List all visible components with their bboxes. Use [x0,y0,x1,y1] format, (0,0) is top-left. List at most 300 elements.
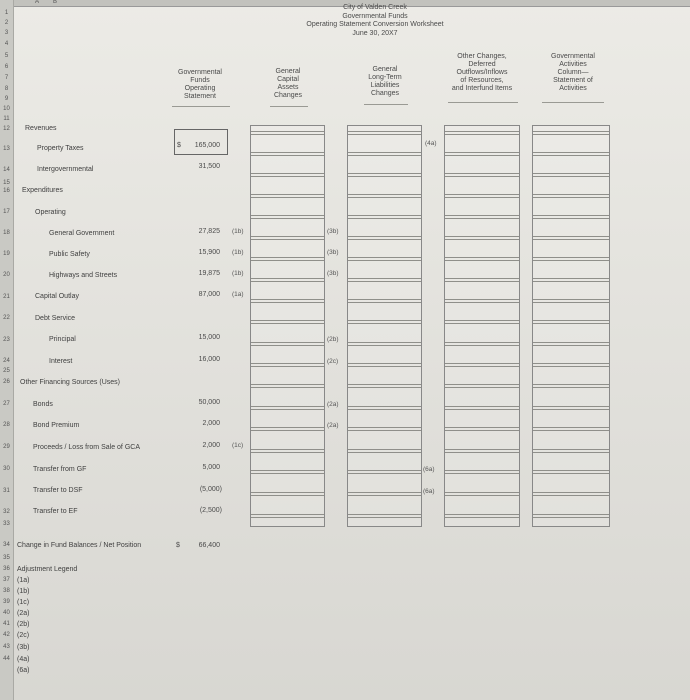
amount-proceeds[interactable]: 2,000 [202,442,220,449]
ruled-line [445,194,519,195]
ruled-line [533,430,609,431]
ruled-line [348,215,421,216]
ref-highways: (1b) [232,270,244,277]
ref-transfer-gf-other: (6a) [423,466,435,473]
ref-public-safety-cap: (3b) [327,249,339,256]
ruled-line [348,517,421,518]
amount-bond-premium[interactable]: 2,000 [202,420,220,427]
ruled-line [251,173,324,174]
legend-item: (1a) [17,577,30,584]
header-line: Governmental [178,69,222,76]
ruled-line [445,495,519,496]
ruled-line [533,406,609,407]
row-number[interactable]: 31 [3,488,10,494]
ruled-line [445,155,519,156]
row-number[interactable]: 23 [3,337,10,343]
ruled-line [445,236,519,237]
ruled-line [445,473,519,474]
amount-property-taxes[interactable]: 165,000 [194,142,220,149]
row-number[interactable]: 37 [3,577,10,583]
ruled-line [533,197,609,198]
header-line: Column— [557,69,589,76]
ref-bond-premium-cap: (2a) [327,422,339,429]
ruled-line [533,473,609,474]
ruled-line [445,430,519,431]
ruled-line [348,299,421,300]
ruled-line [533,427,609,428]
ruled-line [533,131,609,132]
amount-public-safety[interactable]: 15,900 [198,249,220,256]
row-number[interactable]: 18 [3,230,10,236]
ruled-line [251,452,324,453]
ruled-line [533,152,609,153]
ruled-line [533,452,609,453]
ruled-line [348,260,421,261]
ref-proceeds: (1c) [232,442,244,449]
ref-general-government-cap: (3b) [327,228,339,235]
ruled-line [348,134,421,135]
ruled-line [533,495,609,496]
header-gov-activities [538,53,608,93]
header-line: General [372,66,398,73]
ruled-line [348,342,421,343]
header-line: Deferred [468,61,496,68]
ruled-line [251,514,324,515]
ruled-line [445,342,519,343]
legend-item: (2b) [17,621,30,628]
ruled-line [348,495,421,496]
ruled-line [533,155,609,156]
amount-capital-outlay[interactable]: 87,000 [198,291,220,298]
ruled-line [251,155,324,156]
section-expenditures: Expenditures [22,187,63,194]
row-number[interactable]: 1 [4,10,9,16]
ruled-line [533,257,609,258]
ruled-line [348,514,421,515]
row-number[interactable]: 39 [3,599,10,605]
other-changes-column[interactable] [444,125,520,527]
ruled-line [251,387,324,388]
ruled-line [445,427,519,428]
header-underline [172,106,230,107]
header-line: of Resources, [460,77,504,84]
header-line: Activities [559,61,587,68]
ruled-line [533,278,609,279]
ref-capital-outlay: (1a) [232,291,244,298]
row-number[interactable]: 38 [3,588,10,594]
title-line-funds: Governmental Funds [342,12,408,20]
ruled-line [348,152,421,153]
amount-intergovernmental[interactable]: 31,500 [198,163,220,170]
header-line: Operating [184,85,216,92]
legend-item: (1b) [17,588,30,595]
section-other-financing: Other Financing Sources (Uses) [20,379,120,386]
ruled-line [348,155,421,156]
header-line: Activities [559,85,587,92]
ruled-line [533,260,609,261]
title-line-city: City of Valden Creek [343,4,407,11]
ruled-line [445,257,519,258]
ruled-line [251,218,324,219]
row-number[interactable]: 16 [3,188,10,194]
label-highways: Highways and Streets [49,272,118,279]
ruled-line [348,320,421,321]
ruled-line [251,495,324,496]
label-principal: Principal [49,336,76,343]
ruled-line [445,134,519,135]
ruled-line [251,430,324,431]
row-number[interactable]: 22 [3,315,10,321]
row-number[interactable]: 19 [3,251,10,257]
amount-interest[interactable]: 16,000 [198,356,220,363]
ref-principal-cap: (2b) [327,336,339,343]
label-transfer-dsf: Transfer to DSF [33,487,83,494]
row-number[interactable]: 32 [3,509,10,515]
legend-item: (6a) [17,667,30,674]
ruled-line [445,299,519,300]
ruled-line [348,449,421,450]
header-line: Funds [190,77,210,84]
ruled-line [445,239,519,240]
label-intergovernmental: Intergovernmental [37,166,94,173]
ruled-line [251,409,324,410]
ruled-line [533,366,609,367]
ruled-line [533,449,609,450]
amount-highways[interactable]: 19,875 [198,270,220,277]
amount-change-fund-balance[interactable]: 66,400 [198,542,220,549]
row-number[interactable]: 25 [3,368,10,374]
ruled-line [533,236,609,237]
ruled-line [251,131,324,132]
worksheet-title [180,4,570,38]
amount-general-government[interactable]: 27,825 [198,228,220,235]
row-number[interactable]: 8 [4,86,9,92]
ruled-line [251,134,324,135]
ruled-line [348,176,421,177]
row-number[interactable]: 21 [3,294,10,300]
ruled-line [533,363,609,364]
row-number[interactable]: 34 [3,542,10,548]
ruled-line [251,517,324,518]
section-debt-service: Debt Service [35,315,76,322]
ruled-line [251,427,324,428]
ruled-line [445,363,519,364]
row-number[interactable]: 3 [4,30,9,36]
ruled-line [348,173,421,174]
column-letter-a[interactable]: A [35,0,40,5]
general-capital-column[interactable] [250,125,325,527]
ruled-line [348,363,421,364]
row-number[interactable]: 27 [3,401,10,407]
ref-property-taxes-other: (4a) [425,140,437,147]
legend-title: Adjustment Legend [17,566,78,573]
ruled-line [533,239,609,240]
header-line: Capital [277,76,299,83]
row-number[interactable]: 12 [3,126,10,132]
ruled-line [251,194,324,195]
row-number[interactable]: 40 [3,610,10,616]
ruled-line [445,215,519,216]
ruled-line [251,239,324,240]
header-general-capital [258,68,318,100]
ruled-line [348,430,421,431]
ruled-line [445,449,519,450]
ruled-line [348,427,421,428]
ruled-line [251,281,324,282]
label-transfer-ef: Transfer to EF [33,508,78,515]
gov-activities-column[interactable] [532,125,610,527]
ruled-line [348,278,421,279]
ruled-line [533,470,609,471]
ref-public-safety: (1b) [232,249,244,256]
ruled-line [445,302,519,303]
ruled-line [533,281,609,282]
ruled-line [251,236,324,237]
ruled-line [348,470,421,471]
legend-item: (3b) [17,644,30,651]
header-line: Statement of [553,77,593,84]
header-line: Governmental [551,53,595,60]
ruled-line [533,409,609,410]
ruled-line [251,299,324,300]
ruled-line [533,215,609,216]
legend-item: (1c) [17,599,30,606]
ruled-line [251,152,324,153]
row-number[interactable]: 17 [3,209,10,215]
ruled-line [348,194,421,195]
row-number[interactable]: 44 [3,656,10,662]
label-bonds: Bonds [33,401,53,408]
ruled-line [251,260,324,261]
row-number[interactable]: 14 [3,167,10,173]
title-line-date: June 30, 20X7 [352,29,398,37]
general-ltl-column[interactable] [347,125,422,527]
ruled-line [445,384,519,385]
ruled-line [348,218,421,219]
ruled-line [251,363,324,364]
row-number[interactable]: 43 [3,644,10,650]
header-line: and Interfund Items [451,85,513,92]
ruled-line [533,345,609,346]
header-governmental-funds [170,69,230,101]
ruled-line [251,197,324,198]
ruled-line [445,320,519,321]
ruled-line [445,152,519,153]
row-number[interactable]: 26 [3,379,10,385]
row-number[interactable]: 13 [3,146,10,152]
ruled-line [251,302,324,303]
ruled-line [445,281,519,282]
ruled-line [348,492,421,493]
header-line: General [275,68,301,75]
ruled-line [445,323,519,324]
section-operating: Operating [35,209,66,216]
ruled-line [251,323,324,324]
ruled-line [533,194,609,195]
row-number[interactable]: 24 [3,358,10,364]
row-number[interactable]: 36 [3,566,10,572]
ruled-line [533,342,609,343]
ref-interest-cap: (2c) [327,358,339,365]
legend-item: (2a) [17,610,30,617]
ruled-line [348,302,421,303]
header-underline [448,102,518,103]
row-number[interactable]: 29 [3,444,10,450]
label-transfer-gf: Transfer from GF [33,466,87,473]
ruled-line [251,176,324,177]
ruled-line [348,323,421,324]
ruled-line [445,260,519,261]
amount-transfer-dsf[interactable]: (5,000) [199,486,222,493]
row-number[interactable]: 10 [3,106,10,112]
row-number[interactable]: 7 [4,75,9,81]
header-underline [364,104,408,105]
header-line: Long-Term [368,74,402,81]
header-line: Changes [370,90,400,97]
ruled-line [445,517,519,518]
ruled-line [445,218,519,219]
amount-bonds[interactable]: 50,000 [198,399,220,406]
ruled-line [348,409,421,410]
label-change-fund-balance: Change in Fund Balances / Net Position [17,542,142,549]
legend-item: (2c) [17,632,30,639]
ruled-line [533,514,609,515]
label-interest: Interest [49,358,73,365]
title-line-worksheet: Operating Statement Conversion Worksheet [306,21,444,28]
ruled-line [251,345,324,346]
ruled-line [348,281,421,282]
ref-general-government: (1b) [232,228,244,235]
section-revenues: Revenues [25,125,57,132]
row-number[interactable]: 11 [3,116,10,122]
label-property-taxes: Property Taxes [37,145,84,152]
ruled-line [251,406,324,407]
ruled-line [533,320,609,321]
ruled-line [533,492,609,493]
ruled-line [533,384,609,385]
ruled-line [251,470,324,471]
ruled-line [251,215,324,216]
label-bond-premium: Bond Premium [33,422,80,429]
ruled-line [251,366,324,367]
header-line: Assets [277,84,299,91]
ref-bonds-cap: (2a) [327,401,339,408]
header-line: Outflows/Inflows [456,69,508,76]
ruled-line [348,197,421,198]
ruled-line [533,302,609,303]
row-number[interactable]: 4 [4,41,9,47]
row-number[interactable]: 5 [4,53,9,59]
ruled-line [533,218,609,219]
ruled-line [445,345,519,346]
ruled-line [445,197,519,198]
ruled-line [533,387,609,388]
ruled-line [251,449,324,450]
ruled-line [533,517,609,518]
header-line: Liabilities [370,82,400,89]
header-line: Changes [273,92,303,99]
ruled-line [348,236,421,237]
row-number[interactable]: 33 [3,521,10,527]
header-other-changes [442,53,522,93]
ruled-line [251,384,324,385]
ref-transfer-dsf-other: (6a) [423,488,435,495]
amount-transfer-gf[interactable]: 5,000 [202,464,220,471]
ruled-line [445,366,519,367]
amount-transfer-ef[interactable]: (2,500) [199,507,222,514]
ruled-line [251,492,324,493]
header-general-ltl [355,66,415,98]
row-number[interactable]: 30 [3,466,10,472]
header-underline [270,106,308,107]
ruled-line [445,173,519,174]
ruled-line [348,406,421,407]
ruled-line [445,409,519,410]
ruled-line [445,492,519,493]
row-number[interactable]: 6 [4,64,9,70]
row-number[interactable]: 35 [3,555,10,561]
header-line: Other Changes, [457,53,507,60]
ruled-line [348,239,421,240]
row-number[interactable]: 20 [3,272,10,278]
label-proceeds: Proceeds / Loss from Sale of GCA [33,444,140,451]
ruled-line [533,299,609,300]
ruled-line [445,278,519,279]
ruled-line [251,278,324,279]
row-number[interactable]: 41 [3,621,10,627]
ruled-line [348,473,421,474]
header-underline [542,102,604,103]
ruled-line [348,452,421,453]
ruled-line [445,176,519,177]
row-number[interactable]: 15 [3,180,10,186]
header-line: Statement [184,93,216,100]
ruled-line [251,473,324,474]
ruled-line [348,366,421,367]
column-letter-b[interactable]: B [53,0,58,5]
ruled-line [445,470,519,471]
ref-highways-cap: (3b) [327,270,339,277]
label-capital-outlay: Capital Outlay [35,293,79,300]
ruled-line [348,387,421,388]
ruled-line [251,320,324,321]
amount-principal[interactable]: 15,000 [198,334,220,341]
ruled-line [251,257,324,258]
ruled-line [445,452,519,453]
ruled-line [251,342,324,343]
ruled-line [445,406,519,407]
ruled-line [445,514,519,515]
row-number[interactable]: 28 [3,422,10,428]
currency-symbol: $ [176,542,180,549]
row-number[interactable]: 9 [4,96,9,102]
currency-symbol: $ [177,142,181,149]
ruled-line [348,131,421,132]
ruled-line [348,257,421,258]
ruled-line [445,387,519,388]
ruled-line [348,384,421,385]
row-number[interactable]: 42 [3,632,10,638]
ruled-line [533,176,609,177]
row-number[interactable]: 2 [4,20,9,26]
ruled-line [445,131,519,132]
row-header-bar [0,0,14,700]
ruled-line [533,134,609,135]
legend-item: (4a) [17,656,30,663]
label-general-government: General Government [49,230,115,237]
label-public-safety: Public Safety [49,251,90,258]
ruled-line [348,345,421,346]
